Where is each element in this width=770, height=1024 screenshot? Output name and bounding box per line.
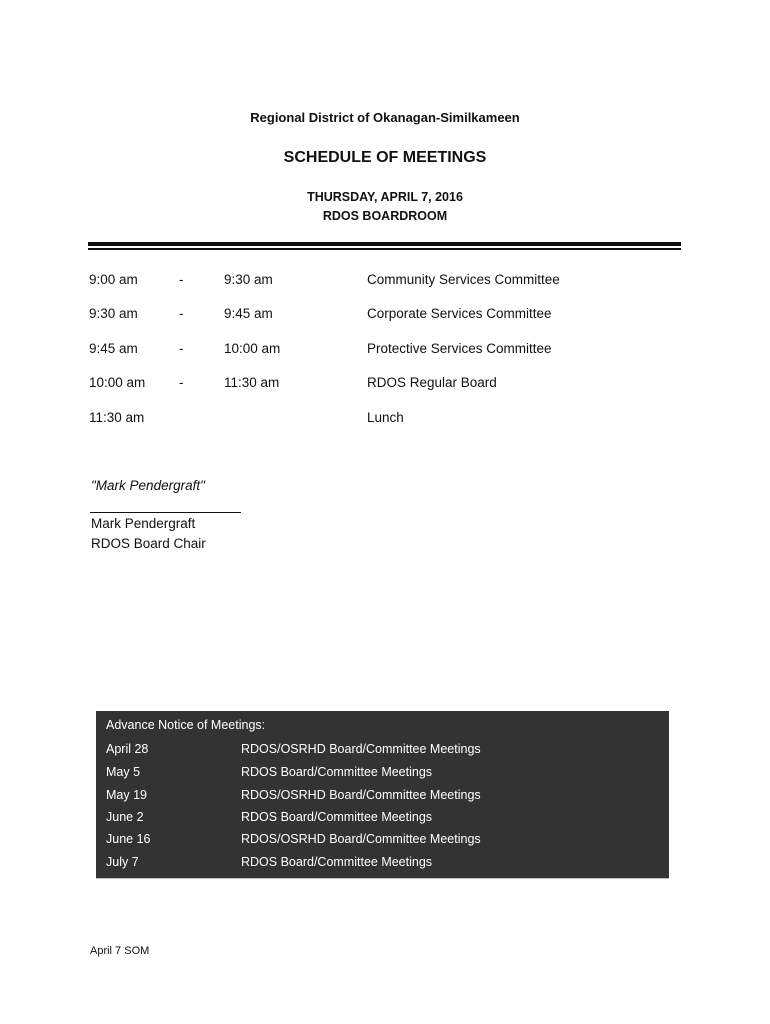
schedule-event: RDOS Regular Board (367, 375, 497, 390)
schedule-event: Corporate Services Committee (367, 306, 552, 321)
schedule-row (0, 410, 770, 430)
schedule-end-time: 9:30 am (224, 272, 273, 287)
meeting-date: THURSDAY, APRIL 7, 2016 (307, 190, 463, 204)
schedule-event: Lunch (367, 410, 404, 425)
advance-notice-description: RDOS Board/Committee Meetings (241, 810, 433, 824)
advance-notice-date: May 5 (106, 765, 141, 779)
advance-notice-description: RDOS/OSRHD Board/Committee Meetings (241, 788, 481, 802)
schedule-start-time: 9:00 am (89, 272, 138, 287)
schedule-row (0, 375, 770, 395)
advance-notice-date: April 28 (106, 742, 149, 756)
schedule-dash: - (179, 341, 184, 356)
advance-notice-row (96, 855, 669, 873)
schedule-dash: - (179, 306, 184, 321)
signature-line (90, 512, 241, 513)
advance-notice-date: June 2 (106, 810, 144, 824)
schedule-row (0, 341, 770, 361)
signature-signed: "Mark Pendergraft" (91, 478, 205, 493)
advance-notice-description: RDOS Board/Committee Meetings (241, 765, 433, 779)
schedule-start-time: 9:45 am (89, 341, 138, 356)
advance-notice-description: RDOS/OSRHD Board/Committee Meetings (241, 832, 481, 846)
schedule-start-time: 10:00 am (89, 375, 146, 390)
schedule-start-time: 9:30 am (89, 306, 138, 321)
schedule-dash: - (179, 375, 184, 390)
advance-notice-row (96, 788, 669, 806)
advance-notice-row (96, 765, 669, 783)
schedule-end-time: 10:00 am (224, 341, 281, 356)
organization-name: Regional District of Okanagan-Similkameen (250, 110, 520, 125)
schedule-end-time: 11:30 am (224, 375, 280, 390)
document-title: SCHEDULE OF MEETINGS (283, 149, 487, 166)
signatory-name: Mark Pendergraft (91, 516, 196, 531)
page-footer: April 7 SOM (90, 945, 150, 957)
advance-notice-description: RDOS Board/Committee Meetings (241, 855, 433, 869)
schedule-event: Community Services Committee (367, 272, 560, 287)
header-divider-thin (88, 248, 681, 250)
advance-notice-heading: Advance Notice of Meetings: (106, 718, 266, 732)
schedule-event: Protective Services Committee (367, 341, 552, 356)
advance-notice-date: June 16 (106, 832, 151, 846)
schedule-dash: - (179, 272, 184, 287)
advance-notice-row (96, 742, 669, 760)
advance-notice-row (96, 810, 669, 828)
advance-notice-row (96, 832, 669, 850)
schedule-row (0, 306, 770, 326)
schedule-start-time: 11:30 am (89, 410, 145, 425)
schedule-row (0, 272, 770, 292)
advance-notice-date: July 7 (106, 855, 139, 869)
header-divider-thick (88, 242, 681, 246)
meeting-location: RDOS BOARDROOM (322, 209, 448, 223)
signatory-role: RDOS Board Chair (91, 536, 206, 551)
advance-notice-date: May 19 (106, 788, 147, 802)
advance-notice-box (96, 711, 669, 879)
advance-notice-description: RDOS/OSRHD Board/Committee Meetings (241, 742, 481, 756)
schedule-end-time: 9:45 am (224, 306, 273, 321)
